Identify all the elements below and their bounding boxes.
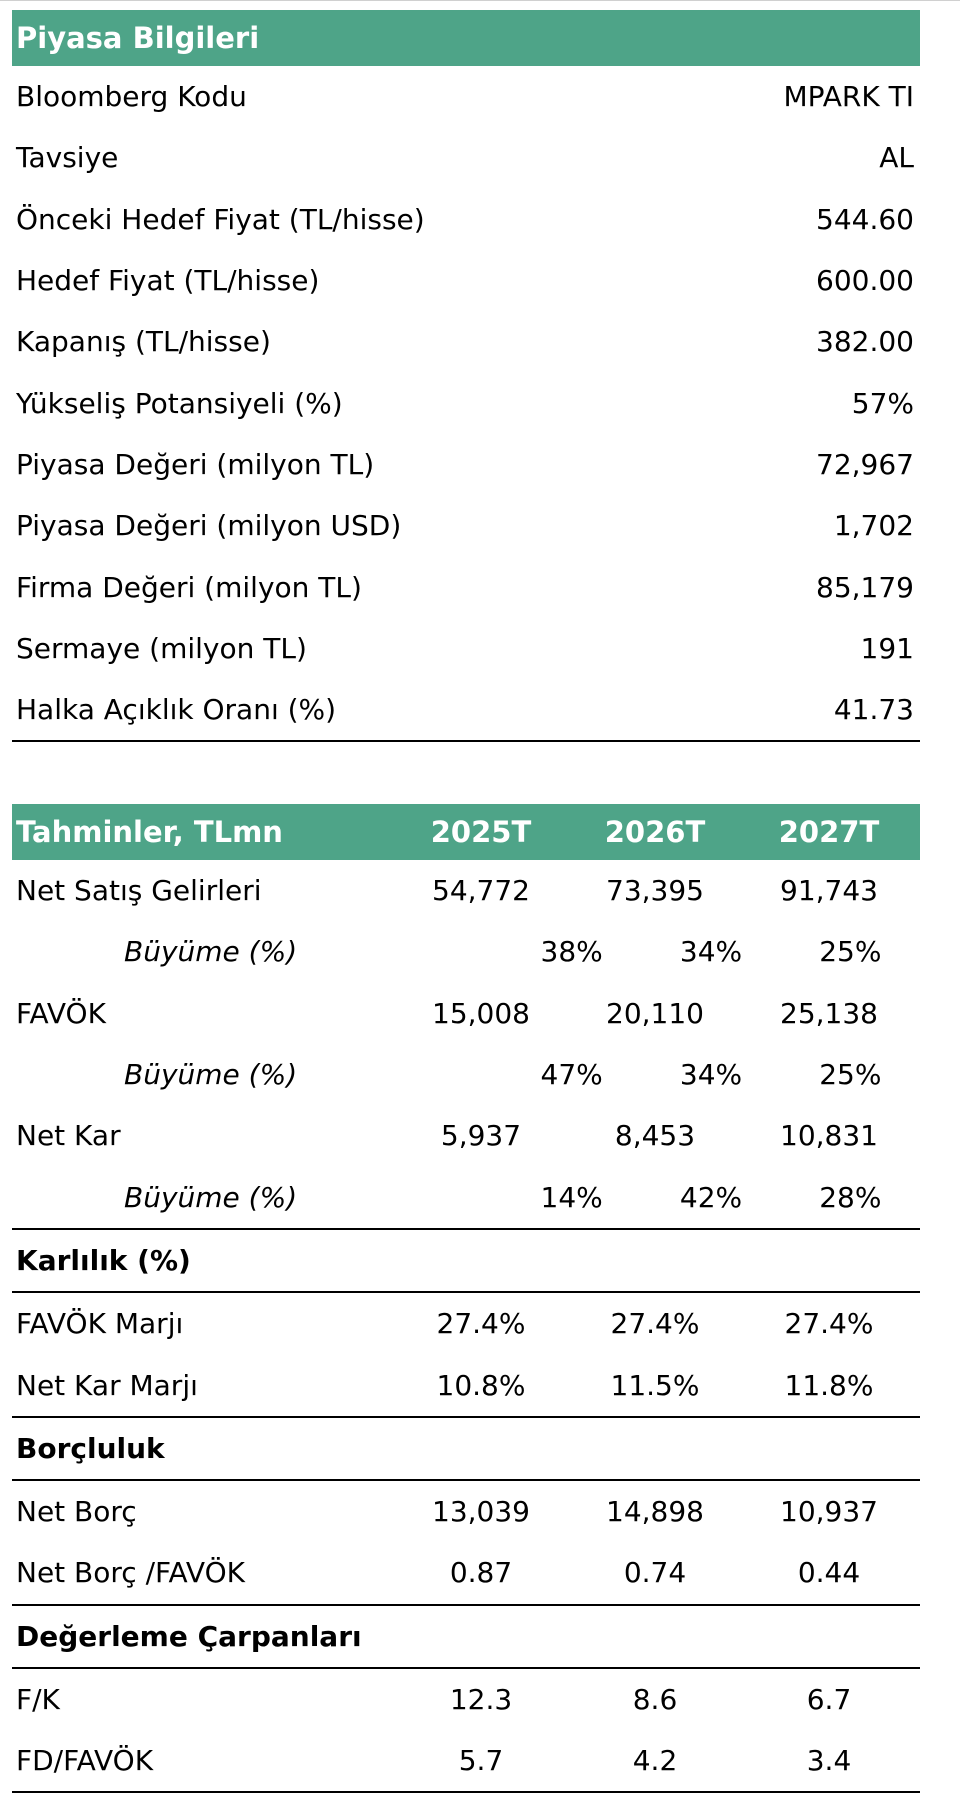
cell-value: 3.4 (806, 1744, 852, 1778)
cell-value: 8,453 (614, 1119, 696, 1153)
row-pe (12, 1669, 920, 1730)
info-value: 41.73 (833, 693, 914, 727)
cell-value: 27.4% (610, 1307, 700, 1341)
cell-value: 10.8% (436, 1368, 526, 1402)
info-value: 382.00 (816, 325, 914, 359)
row-net-profit (12, 1105, 920, 1166)
info-label: Önceki Hedef Fiyat (TL/hisse) (16, 202, 425, 236)
info-value: 85,179 (816, 570, 914, 604)
section-title: Değerleme Çarpanları (16, 1619, 362, 1653)
cell-value: 73,395 (606, 874, 704, 908)
market-info-table (12, 10, 920, 742)
info-value: 544.60 (816, 202, 914, 236)
info-value: 600.00 (816, 264, 914, 298)
row-label: F/K (16, 1683, 60, 1716)
info-label: Bloomberg Kodu (16, 80, 247, 114)
cell-value: 10,937 (780, 1495, 878, 1529)
cell-value: 13,039 (432, 1495, 530, 1529)
section-valuation-multiples (12, 1606, 920, 1669)
cell-value: 25,138 (780, 996, 878, 1030)
cell-value: 14% (540, 1180, 603, 1214)
row-label: Net Satış Gelirleri (16, 874, 262, 908)
cell-value: 0.87 (449, 1556, 513, 1590)
cell-value: 5,937 (440, 1119, 522, 1153)
row-growth-sales (12, 921, 920, 982)
estimates-header (12, 804, 920, 860)
cell-value: 20,110 (606, 996, 704, 1030)
info-label: Piyasa Değeri (milyon TL) (16, 447, 375, 481)
info-row-upside (12, 372, 920, 433)
cell-value: 27.4% (436, 1307, 526, 1341)
row-label: Net Borç /FAVÖK (16, 1556, 245, 1590)
info-label: Firma Değeri (milyon TL) (16, 570, 362, 604)
info-row-enterprise-value (12, 556, 920, 617)
info-row-market-cap-tl (12, 434, 920, 495)
row-label: Net Kar Marjı (16, 1368, 198, 1402)
row-ebitda (12, 983, 920, 1044)
cell-value: 34% (679, 1058, 743, 1092)
info-value: 57% (851, 386, 914, 420)
cell-value: 11.8% (784, 1368, 874, 1402)
year-header: 2027T (778, 815, 880, 849)
market-info-title: Piyasa Bilgileri (16, 21, 260, 55)
market-info-header (12, 10, 920, 66)
row-label: FAVÖK (16, 996, 106, 1030)
top-divider (0, 0, 960, 1)
cell-value: 0.74 (623, 1556, 687, 1590)
info-row-close (12, 311, 920, 372)
estimates-table (12, 804, 920, 1793)
info-row-recommendation (12, 127, 920, 188)
row-label: Net Kar (16, 1119, 121, 1153)
cell-value: 25% (819, 1058, 882, 1092)
cell-value: 0.44 (797, 1556, 861, 1590)
info-row-market-cap-usd (12, 495, 920, 556)
info-value: 191 (860, 631, 914, 665)
row-ev-ebitda (12, 1730, 920, 1793)
year-header: 2025T (430, 815, 532, 849)
info-row-free-float (12, 679, 920, 742)
cell-value: 47% (540, 1058, 603, 1092)
cell-value: 11.5% (610, 1368, 700, 1402)
info-label: Kapanış (TL/hisse) (16, 325, 271, 359)
row-net-debt (12, 1481, 920, 1542)
estimates-title: Tahminler, TLmn (16, 815, 283, 849)
row-growth-net-profit (12, 1166, 920, 1229)
info-value: 72,967 (816, 447, 914, 481)
info-value: AL (879, 141, 914, 175)
info-label: Piyasa Değeri (milyon USD) (16, 509, 402, 543)
row-net-debt-ebitda (12, 1542, 920, 1605)
info-label: Halka Açıklık Oranı (%) (16, 693, 337, 727)
info-row-capital (12, 618, 920, 679)
cell-value: 42% (679, 1180, 743, 1214)
info-value: MPARK TI (783, 80, 914, 114)
section-title: Borçluluk (16, 1431, 165, 1465)
row-label: Büyüme (%) (124, 1180, 298, 1214)
section-leverage (12, 1418, 920, 1481)
row-label: Büyüme (%) (124, 935, 298, 969)
cell-value: 34% (679, 935, 743, 969)
cell-value: 8.6 (632, 1683, 678, 1716)
cell-value: 54,772 (432, 874, 530, 908)
cell-value: 10,831 (780, 1119, 878, 1153)
info-row-target-price (12, 250, 920, 311)
row-ebitda-margin (12, 1293, 920, 1354)
cell-value: 28% (819, 1180, 882, 1214)
section-title: Karlılık (%) (16, 1243, 191, 1277)
cell-value: 6.7 (806, 1683, 852, 1716)
cell-value: 25% (819, 935, 882, 969)
year-header: 2026T (604, 815, 706, 849)
info-row-previous-target (12, 189, 920, 250)
row-net-margin (12, 1354, 920, 1417)
cell-value: 5.7 (458, 1744, 504, 1778)
cell-value: 27.4% (784, 1307, 874, 1341)
row-label: FD/FAVÖK (16, 1744, 154, 1778)
info-value: 1,702 (833, 509, 914, 543)
cell-value: 4.2 (632, 1744, 678, 1778)
info-label: Hedef Fiyat (TL/hisse) (16, 264, 320, 298)
info-label: Yükseliş Potansiyeli (%) (16, 386, 343, 420)
info-label: Tavsiye (16, 141, 119, 175)
cell-value: 14,898 (606, 1495, 704, 1529)
cell-value: 15,008 (432, 996, 530, 1030)
row-label: FAVÖK Marjı (16, 1307, 184, 1341)
cell-value: 12.3 (449, 1683, 513, 1716)
row-net-sales (12, 860, 920, 921)
info-label: Sermaye (milyon TL) (16, 631, 307, 665)
row-label: Büyüme (%) (124, 1058, 298, 1092)
info-row-bloomberg (12, 66, 920, 127)
section-profitability (12, 1230, 920, 1293)
row-label: Net Borç (16, 1495, 137, 1529)
cell-value: 91,743 (780, 874, 878, 908)
cell-value: 38% (540, 935, 603, 969)
row-growth-ebitda (12, 1044, 920, 1105)
